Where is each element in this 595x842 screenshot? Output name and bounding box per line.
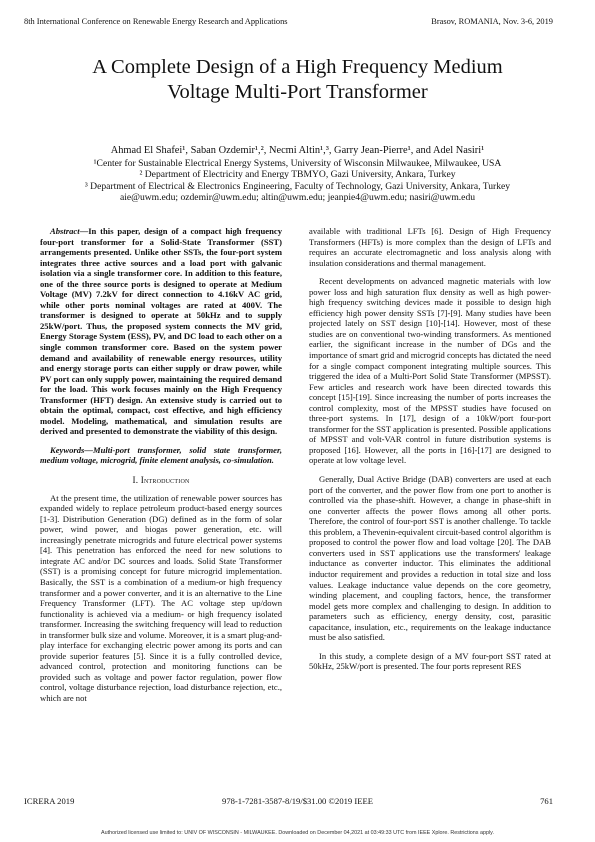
intro-paragraph-4: In this study, a complete design of a MV four-port SST rated at 50kHz, 25kW/port is presented. The four ports represent RES (309, 650, 551, 672)
author-emails: aie@uwm.edu; ozdemir@uwm.edu; altin@uwm.edu; jeanpie4@uwm.edu; nasiri@uwm.edu (119, 191, 476, 203)
author-names: Ahmad El Shafei¹, Saban Ozdemir¹,², Necmi Altin¹,³, Garry Jean-Pierre¹, and Adel Nasiri¹ (110, 145, 485, 156)
footer-isbn: 978-1-7281-3587-8/19/$31.00 ©2019 IEEE (222, 796, 373, 806)
intro-paragraph-continued: available with traditional LFTs [6]. Design of High Frequency Transformers (HFTs) is more complex than the design of LFTs and requires an accurate electromagnetic and loss analysis along with insulation considerations and thermal management. (309, 226, 551, 268)
affiliation-3: ³ Department of Electrical & Electronics Engineering, Faculty of Technology, Gazi University, Ankara, Turkey (84, 180, 511, 192)
intro-paragraph-3: Generally, Dual Active Bridge (DAB) converters are used at each port of the converter, and the power flow from one port to another is controlled via the phase-shift. However, a change in phase-shift in one converter affects the power flows among all other ports. Therefore, the control of four-port SST is another challenge. To tackle this problem, a Thevenin-equivalent circuit-based control algorithm is proposed to control the power flow and load voltage [20]. The DAB converters used in SST applications use the transformers' leakage inductance as converter inductor. This eliminates the additional inductor requirement and provides a reduction in total size and loss values. Leakage inductance value depends on the core geometry, winding placement, and coupling factors, hence, the transformer model gets more complex and challenging to design. In addition to parameters such as efficiency, energy density, cost, parasitic capacitance, insulation, etc., requirements on the leakage inductance must be also satisfied. (309, 474, 551, 643)
intro-paragraph-2: Recent developments on advanced magnetic materials with low power loss and high saturation flux density as well as high power-high frequency switching devices made it possible to design high efficiency high power density SSTs [7]-[9]. Many studies have been projected lately on SST design [10]-[14]. However, most of these studies are on conventional two-winding transformers. As mentioned earlier, the significant increase in the number of DGs and the importance of smart grid and microgrid concepts has dictated the need for a single compact component integrating multiple sources. This triggered the idea of a Multi-Port Solid State Transformer (MPSST). Few articles and research work have been directed towards this concept [15]-[19]. Since increasing the number of ports increases the control complexity, most of the MPSST studies have focused on three-port systems. In [17], design of a 10kW/port four-port transformer for the SST application is presented. Possible applications of MPSST and volt-VAR control in future distribution systems is proposed [16]. However, all the ports in [16]-[17] are designed to operate at low voltage level. (309, 276, 551, 466)
page-number: 761 (540, 796, 553, 806)
running-header-location: Brasov, ROMANIA, Nov. 3-6, 2019 (431, 17, 553, 26)
license-notice: Authorized licensed use limited to: UNIV OF WISCONSIN - MILWAUKEE. Downloaded on December 04,2021 at 03:49:33 UTC from IEEE Xplore. Restrictions apply. (101, 830, 494, 836)
author-block (40, 144, 555, 203)
affiliation-2: ² Department of Electricity and Energy TBMYO, Gazi University, Ankara, Turkey (139, 169, 456, 181)
abstract (40, 226, 282, 437)
section-heading-introduction: I. Introduction (132, 475, 190, 486)
running-header-conference: 8th International Conference on Renewable Energy Research and Applications (24, 17, 288, 26)
paper-title (40, 55, 555, 105)
keywords: Keywords—Multi-port transformer, solid state transformer, medium voltage, microgrid, finite element analysis, co-simulation. (40, 444, 282, 466)
left-column (40, 226, 282, 704)
right-column (309, 226, 551, 672)
abstract-lead: Abstract (50, 226, 80, 236)
intro-paragraph-1: At the present time, the utilization of renewable power sources has expanded widely to replace petroleum product-based energy sources [1-3]. Distribution Generation (DG) defined as in the form of solar power, wind power, and biogas power generation, etc. will increasingly penetrate microgrids and future electrical power systems [4]. This penetration has enforced the need for new solutions to integrate AC and/or DC sources and loads. Solid State Transformer (SST) is a promising concept for future microgrid implementation. Basically, the SST is a combination of a medium-or high frequency transformer and a power converter, and it is an alternative to the Line Frequency Transformer (LFT). The AC voltage step up/down functionality is achieved via a medium- or high frequency isolated transformer. Increasing the switching frequency will lead to reduction in transformer bulk size and volume. Moreover, it is a smart plug-and-play interface for exchanging electric power among its ports and can provide superior features [5]. Since it is a fully controlled device, advanced control, protection and monitoring functions can be provided such as voltage and power factor regulation, power flow control, voltage disturbance rejection, load disturbance rejection, etc., which are not (40, 492, 282, 703)
abstract-text: —In this paper, design of a compact high frequency four-port transformer for a Solid-State Transformer (SST) arrangements presented. Unlike other SSTs, the four-port system integrates three active sources and a load port with galvanic isolation via a single transformer core. In addition to this feature, one of the three source ports is designed to operate at Medium Voltage (MV) 7.2kV for direct connection to 4.16kV AC grid, while other ports nominal voltages are rated at 400V. The transformer is designed to operate at 50kHz and to supply 25kW/port. Thus, the proposed system connects the MV grid, Energy Storage System (ESS), PV, and DC load to each other on a single common transformer core. Based on the system power demand and availability of renewable energy resources, utility and energy storage ports can either supply or draw power, while PV port can only supply power, maintaining the required demand for the load. This work focuses mainly on the High Frequency Transformer (HFT) design. An extensive study is carried out to obtain the optimal, compact, cost effective, and high efficiency model. Modeling, mathematical, and simulation results are derived and presented to demonstrate the viability of this design. (40, 226, 282, 437)
title-line-2: Voltage Multi-Port Transformer (167, 81, 428, 103)
footer-conference: ICRERA 2019 (24, 796, 75, 806)
title-line-1: A Complete Design of a High Frequency Medium (92, 56, 503, 78)
affiliation-1: ¹Center for Sustainable Electrical Energy Systems, University of Wisconsin Milwaukee, Milwaukee, USA (93, 158, 502, 169)
